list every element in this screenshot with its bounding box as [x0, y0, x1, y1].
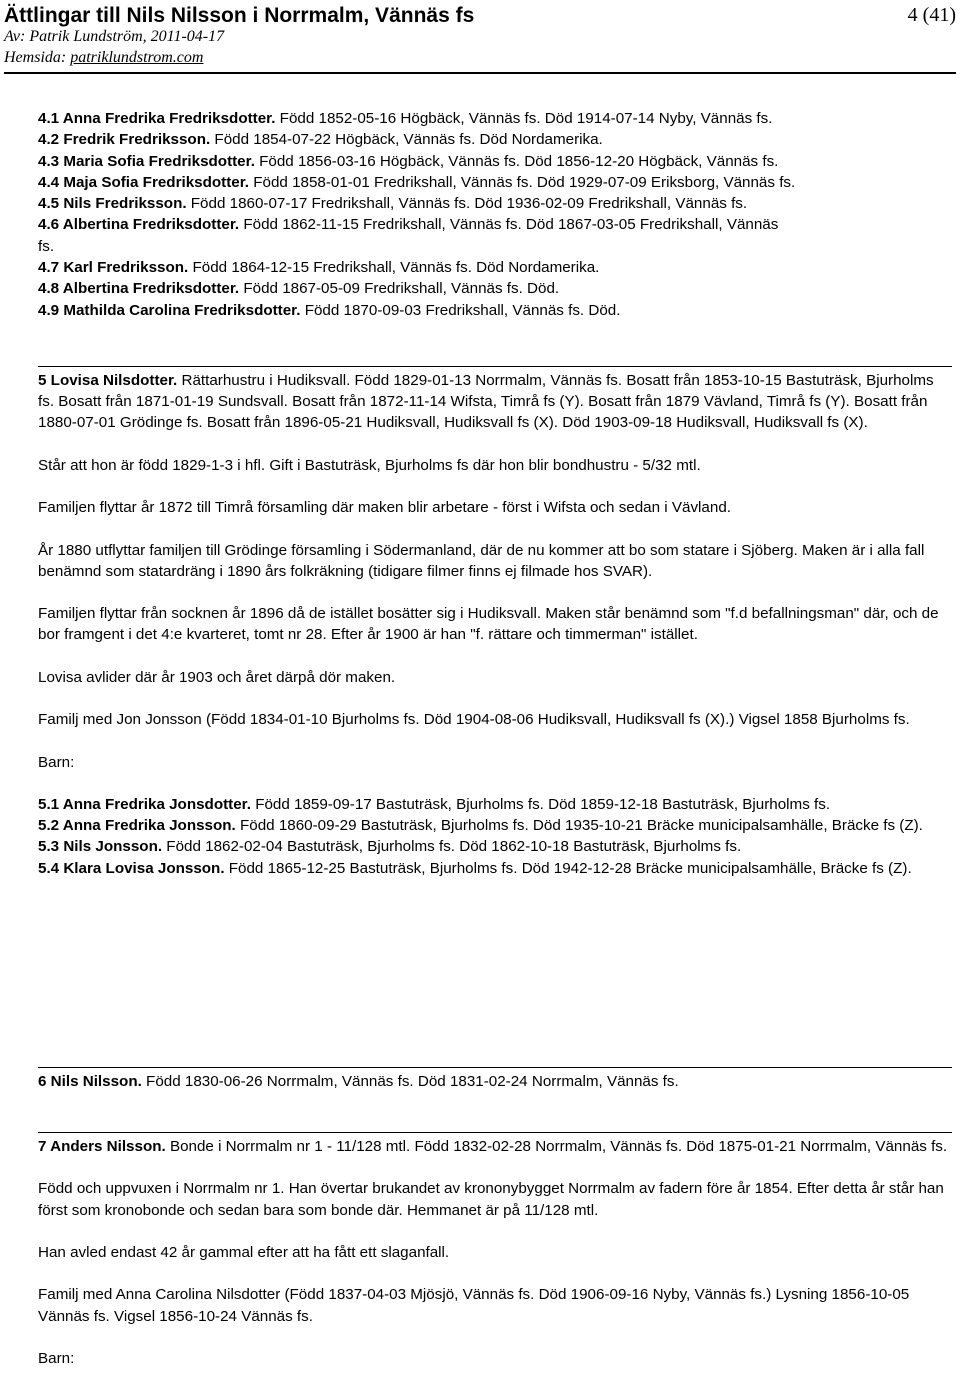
page-header [4, 0, 956, 74]
person-name: 4.2 Fredrik Fredriksson. [38, 131, 211, 149]
person-name: 7 Anders Nilsson. [38, 1138, 166, 1155]
list-item [38, 108, 958, 129]
person-details: Rättarhustru i Hudiksvall. Född 1829-01-13 Norrmalm, Vännäs fs. Bosatt från 1853-10-15 Bastuträsk, Bjurholms fs. Bosatt från 1871-01-19 Sundsvall. Bosatt från 1872-11-14 Wifsta, Timrå fs (Y). Bosatt från 1879 Vävland, Timrå fs (Y). Bosatt från 1880-07-01 Grödinge fs. Bosatt från 1896-05-21 Hudiksvall, Hudiksvall fs (X). Död 1903-09-18 Hudiksvall, Hudiksvall fs (X). [38, 372, 934, 432]
person-details: Född 1854-07-22 Högbäck, Vännäs fs. Död Nordamerika. [210, 131, 603, 149]
child-item [38, 836, 952, 857]
person-name: 4.9 Mathilda Carolina Fredriksdotter. [38, 301, 301, 319]
person-name: 4.1 Anna Fredrika Fredriksdotter. [38, 110, 276, 127]
person-name: 4.4 Maja Sofia Fredriksdotter. [38, 173, 250, 191]
person-details: Född 1830-06-26 Norrmalm, Vännäs fs. Död 1831-02-24 Norrmalm, Vännäs fs. [141, 1073, 679, 1090]
person-name: 4.5 Nils Fredriksson. [38, 195, 187, 213]
child-name: 5.1 Anna Fredrika Jonsdotter. [38, 795, 251, 813]
homepage-line [4, 49, 203, 67]
list-item [38, 278, 958, 299]
person-details: Född 1867-05-09 Fredrikshall, Vännäs fs. Död. [239, 280, 560, 298]
person-details: Född 1862-11-15 Fredrikshall, Vännäs fs. Död 1867-03-05 Fredrikshall, Vännäs [239, 216, 779, 234]
list-item [38, 172, 958, 193]
section-divider [38, 1132, 952, 1133]
person-details: Född 1852-05-16 Högbäck, Vännäs fs. Död 1914-07-14 Nyby, Vännäs fs. [275, 110, 773, 127]
paragraph: Han avled endast 42 år gammal efter att ha fått ett slaganfall. [38, 1243, 450, 1261]
family-paragraph: Familj med Jon Jonsson (Född 1834-01-10 Bjurholms fs. Död 1904-08-06 Hudiksvall, Hudiksvall fs (X).) Vigsel 1858 Bjurholms fs. [38, 711, 910, 729]
paragraph: Står att hon är född 1829-1-3 i hfl. Gift i Bastuträsk, Bjurholms fs där hon blir bondhustru - 5/32 mtl. [38, 456, 701, 474]
person-name: 4.7 Karl Fredriksson. [38, 259, 189, 277]
child-details: Född 1865-12-25 Bastuträsk, Bjurholms fs. Död 1942-12-28 Bräcke municipalsamhälle, Bräcke fs (Z). [224, 859, 912, 877]
child-name: 5.2 Anna Fredrika Jonsson. [38, 817, 236, 835]
child-item [38, 858, 952, 879]
paragraph: Familjen flyttar år 1872 till Timrå församling där maken blir arbetare - först i Wifsta och sedan i Vävland. [38, 499, 731, 517]
document-title: Ättlingar till Nils Nilsson i Norrmalm, Vännäs fs [4, 4, 475, 27]
children-heading: Barn: [38, 753, 75, 771]
author-line: Av: Patrik Lundström, 2011-04-17 [4, 28, 225, 45]
person-details: Född 1864-12-15 Fredrikshall, Vännäs fs. Död Nordamerika. [188, 259, 600, 277]
child-details: Född 1862-02-04 Bastuträsk, Bjurholms fs. Död 1862-10-18 Bastuträsk, Bjurholms fs. [162, 838, 742, 856]
children-heading: Barn: [38, 1349, 75, 1367]
section-divider [38, 366, 952, 367]
child-name: 5.3 Nils Jonsson. [38, 838, 163, 856]
child-details: Född 1859-09-17 Bastuträsk, Bjurholms fs. Död 1859-12-18 Bastuträsk, Bjurholms fs. [250, 795, 831, 813]
paragraph: Lovisa avlider där år 1903 och året därpå dör maken. [38, 668, 396, 686]
child-item [38, 815, 952, 836]
list-item-continuation: fs. [38, 237, 55, 255]
generation-4-list [38, 108, 958, 321]
homepage-label: Hemsida: [4, 49, 71, 66]
person-section-6 [38, 1071, 952, 1092]
list-item [38, 129, 958, 150]
person-summary [38, 370, 952, 434]
family-paragraph: Familj med Anna Carolina Nilsdotter (Född 1837-04-03 Mjösjö, Vännäs fs. Död 1906-09-16 Nyby, Vännäs fs.) Lysning 1856-10-05 Vännäs fs. Vigsel 1856-10-24 Vännäs fs. [38, 1286, 910, 1325]
person-section-7 [38, 1136, 952, 1369]
child-item [38, 794, 952, 815]
child-details: Född 1860-09-29 Bastuträsk, Bjurholms fs. Död 1935-10-21 Bräcke municipalsamhälle, Bräcke fs (Z). [235, 817, 923, 835]
person-name: 5 Lovisa Nilsdotter. [38, 372, 178, 389]
person-name: 6 Nils Nilsson. [38, 1073, 142, 1090]
person-details: Född 1870-09-03 Fredrikshall, Vännäs fs. Död. [300, 301, 621, 319]
person-name: 4.8 Albertina Fredriksdotter. [38, 280, 240, 298]
list-item [38, 257, 958, 278]
person-name: 4.6 Albertina Fredriksdotter. [38, 216, 240, 234]
list-item [38, 300, 958, 321]
paragraph: Familjen flyttar från socknen år 1896 då de istället bosätter sig i Hudiksvall. Maken står benämnd som "f.d befallningsman" där, och de bor framgent i det 4:e kvarteret, tomt nr 28. Efter år 1900 är han "f. rättare och timmerman" istället. [38, 605, 939, 644]
section-divider [38, 1067, 952, 1068]
paragraph: Född och uppvuxen i Norrmalm nr 1. Han övertar brukandet av krononybygget Norrmalm av fadern före år 1854. Efter detta år står han först som kronobonde och sedan bara som bonde där. Hemmanet är på 11/128 mtl. [38, 1180, 944, 1219]
list-item [38, 151, 958, 172]
person-section-5 [38, 370, 952, 879]
list-item [38, 214, 958, 235]
person-summary [38, 1071, 952, 1092]
list-item [38, 193, 958, 214]
page-number: 4 (41) [907, 4, 956, 26]
child-name: 5.4 Klara Lovisa Jonsson. [38, 859, 225, 877]
person-details: Född 1858-01-01 Fredrikshall, Vännäs fs. Död 1929-07-09 Eriksborg, Vännäs fs. [249, 173, 796, 191]
homepage-link[interactable]: patriklundstrom.com [70, 49, 204, 66]
person-details: Född 1856-03-16 Högbäck, Vännäs fs. Död 1856-12-20 Högbäck, Vännäs fs. [254, 152, 779, 170]
person-details: Bonde i Norrmalm nr 1 - 11/128 mtl. Född 1832-02-28 Norrmalm, Vännäs fs. Död 1875-01-21 Norrmalm, Vännäs fs. [165, 1138, 948, 1155]
person-summary [38, 1136, 952, 1157]
paragraph: År 1880 utflyttar familjen till Grödinge församling i Södermanland, där de nu kommer att bo som statare i Sjöberg. Maken är i alla fall benämnd som statardräng i 1890 års folkräkning (tidigare filmer finns ej filmade hos SVAR). [38, 541, 925, 580]
person-name: 4.3 Maria Sofia Fredriksdotter. [38, 152, 255, 170]
person-details: Född 1860-07-17 Fredrikshall, Vännäs fs. Död 1936-02-09 Fredrikshall, Vännäs fs. [186, 195, 748, 213]
